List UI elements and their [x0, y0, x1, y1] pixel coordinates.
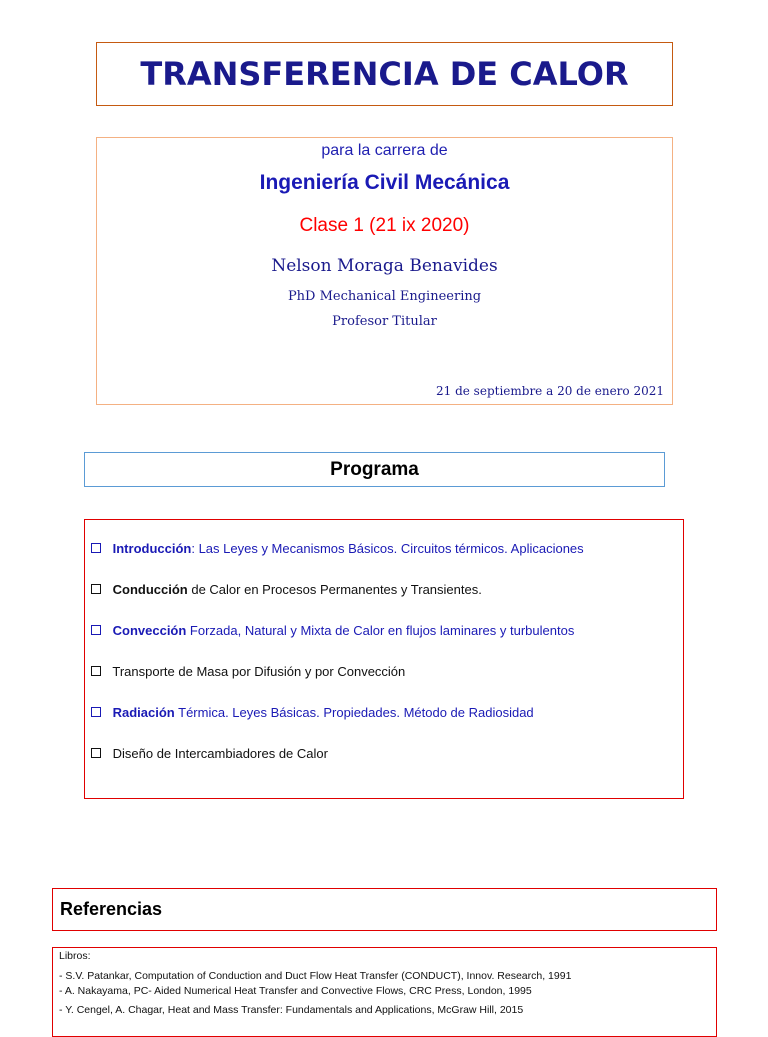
item-text: Forzada, Natural y Mixta de Calor en flujos laminares y turbulentos [186, 623, 575, 638]
programa-list [84, 519, 684, 799]
class-label: Clase 1 (21 ix 2020) [299, 215, 470, 236]
checkbox-icon [91, 584, 101, 594]
list-item [91, 664, 405, 679]
book-entry: - Y. Cengel, A. Chagar, Heat and Mass Transfer: Fundamentals and Applications, McGraw Hill, 2015 [59, 1004, 524, 1016]
career-name: Ingeniería Civil Mecánica [259, 171, 510, 194]
programa-heading-box [84, 452, 665, 487]
item-text: Diseño de Intercambiadores de Calor [112, 746, 328, 761]
author-degree: PhD Mechanical Engineering [287, 289, 482, 304]
title-box [96, 42, 673, 106]
list-item [91, 582, 482, 597]
career-intro: para la carrera de [321, 142, 448, 159]
item-topic: Introducción [112, 541, 192, 556]
referencias-heading-box [52, 888, 717, 931]
checkbox-icon [91, 543, 101, 553]
list-item [91, 623, 574, 638]
list-item [91, 541, 584, 556]
page-title: TRANSFERENCIA DE CALOR [140, 55, 629, 93]
referencias-heading: Referencias [60, 899, 163, 919]
item-topic: Convección [112, 623, 187, 638]
list-item [91, 746, 328, 761]
checkbox-icon [91, 625, 101, 635]
list-item [91, 705, 534, 720]
author-name: Nelson Moraga Benavides [271, 256, 498, 276]
book-entry: - A. Nakayama, PC- Aided Numerical Heat Transfer and Convective Flows, CRC Press, London, 1995 [59, 985, 532, 997]
checkbox-icon [91, 707, 101, 717]
books-label: Libros: [59, 950, 91, 962]
checkbox-icon [91, 666, 101, 676]
checkbox-icon [91, 748, 101, 758]
course-info-box [96, 137, 673, 405]
item-topic: Conducción [112, 582, 188, 597]
author-position: Profesor Titular [332, 314, 437, 329]
item-text: de Calor en Procesos Permanentes y Transientes. [187, 582, 482, 597]
date-range: 21 de septiembre a 20 de enero 2021 [436, 384, 664, 398]
item-text: : Las Leyes y Mecanismos Básicos. Circuitos térmicos. Aplicaciones [191, 541, 584, 556]
item-text: Térmica. Leyes Básicas. Propiedades. Método de Radiosidad [174, 705, 534, 720]
item-text: Transporte de Masa por Difusión y por Convección [112, 664, 406, 679]
book-entry: - S.V. Patankar, Computation of Conduction and Duct Flow Heat Transfer (CONDUCT), Innov. Research, 1991 [59, 970, 572, 982]
item-topic: Radiación [112, 705, 175, 720]
programa-heading: Programa [330, 459, 419, 480]
